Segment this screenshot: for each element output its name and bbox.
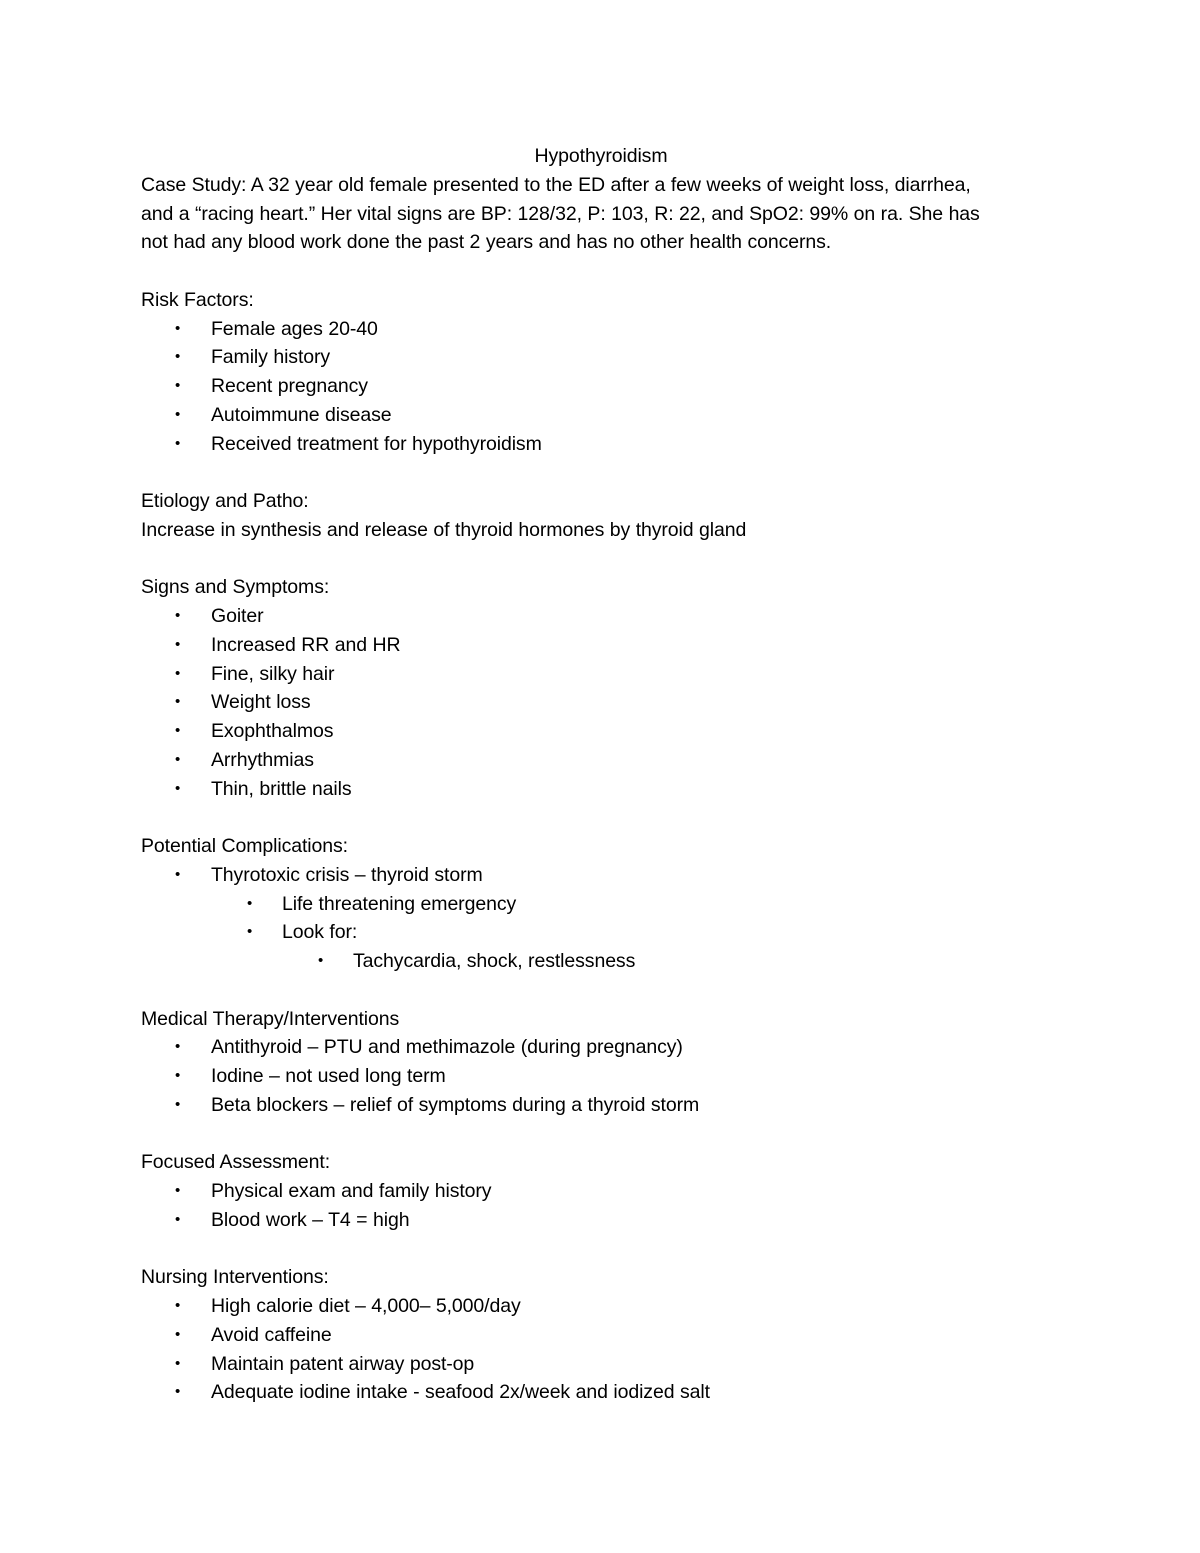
bullet-icon: • (318, 952, 324, 969)
list-item-text: Blood work – T4 = high (211, 1208, 410, 1231)
list-item (141, 775, 1061, 804)
case-study-line: Case Study: A 32 year old female presented to the ED after a few weeks of weight loss, diarrhea, (141, 173, 971, 196)
list-item-text: Iodine – not used long term (211, 1065, 446, 1087)
list-item (141, 1292, 1061, 1321)
list-item-text: Weight loss (211, 691, 311, 714)
list-item-text: Antithyroid – PTU and methimazole (during pregnancy) (211, 1036, 683, 1059)
list-item-text: Thyrotoxic crisis – thyroid storm (211, 863, 483, 886)
list-item-level-2 (141, 918, 1061, 947)
list-item-text: Life threatening emergency (282, 892, 517, 915)
list-item-text: Exophthalmos (211, 720, 334, 742)
list-item (141, 1033, 1061, 1062)
list-item (141, 602, 1061, 631)
bullet-icon: • (175, 635, 181, 653)
etiology-heading: Etiology and Patho: (141, 490, 309, 512)
page-title: Hypothyroidism (534, 145, 668, 167)
medical-therapy-list (141, 1033, 1061, 1119)
list-item (141, 1062, 1061, 1091)
list-item (141, 717, 1061, 746)
list-item-text: Fine, silky hair (211, 662, 335, 685)
bullet-icon: • (175, 779, 181, 797)
bullet-icon: • (175, 1210, 181, 1228)
nursing-interventions-list (141, 1292, 1061, 1407)
bullet-icon: • (175, 607, 181, 624)
bullet-icon: • (175, 1383, 181, 1401)
list-item (141, 401, 1061, 430)
etiology-text: Increase in synthesis and release of thyroid hormones by thyroid gland (141, 518, 747, 541)
bullet-icon: • (175, 722, 181, 739)
bullet-icon: • (175, 1038, 181, 1056)
nursing-interventions-section (141, 1263, 1061, 1407)
list-item (141, 1206, 1061, 1235)
bullet-icon: • (175, 664, 181, 682)
list-item-text: Increased RR and HR (211, 633, 401, 656)
bullet-icon: • (175, 348, 181, 366)
bullet-icon: • (175, 1354, 181, 1372)
complications-heading: Potential Complications: (141, 835, 348, 857)
list-item (141, 688, 1061, 717)
list-item (141, 1350, 1061, 1379)
list-item-text: Tachycardia, shock, restlessness (353, 950, 636, 972)
bullet-icon: • (247, 923, 253, 941)
list-item (141, 660, 1061, 689)
list-item (141, 631, 1061, 660)
signs-symptoms-section (141, 573, 1061, 803)
bullet-icon: • (175, 750, 181, 768)
bullet-icon: • (247, 894, 253, 912)
list-item-text: Thin, brittle nails (211, 777, 352, 800)
bullet-icon: • (175, 1067, 181, 1084)
list-item-text: Family history (211, 346, 331, 369)
list-item (141, 1378, 1061, 1407)
document-content (141, 142, 1061, 1407)
list-item-level-2 (141, 890, 1061, 919)
focused-assessment-list (141, 1177, 1061, 1235)
bullet-icon: • (175, 434, 181, 452)
signs-symptoms-heading: Signs and Symptoms: (141, 576, 330, 599)
medical-therapy-section (141, 1005, 1061, 1120)
list-item (141, 343, 1061, 372)
bullet-icon: • (175, 1297, 181, 1314)
bullet-icon: • (175, 693, 181, 711)
list-item-text: Goiter (211, 605, 264, 627)
bullet-icon: • (175, 1182, 181, 1199)
list-item-text: High calorie diet – 4,000– 5,000/day (211, 1295, 521, 1317)
list-item-text: Beta blockers – relief of symptoms during a thyroid storm (211, 1093, 700, 1116)
risk-factors-list (141, 315, 1061, 459)
list-item (141, 861, 1061, 890)
list-item-text: Avoid caffeine (211, 1323, 332, 1346)
focused-assessment-heading: Focused Assessment: (141, 1151, 331, 1174)
list-item (141, 372, 1061, 401)
focused-assessment-section (141, 1148, 1061, 1234)
bullet-icon: • (175, 1325, 181, 1343)
risk-factors-section (141, 286, 1061, 459)
list-item-text: Recent pregnancy (211, 375, 368, 397)
nursing-interventions-heading: Nursing Interventions: (141, 1266, 329, 1289)
list-item (141, 1177, 1061, 1206)
list-item (141, 315, 1061, 344)
list-item (141, 430, 1061, 459)
bullet-icon: • (175, 1095, 181, 1113)
etiology-section (141, 487, 1061, 545)
list-item (141, 1321, 1061, 1350)
bullet-icon: • (175, 405, 181, 423)
medical-therapy-heading: Medical Therapy/Interventions (141, 1007, 400, 1030)
list-item-text: Autoimmune disease (211, 403, 392, 426)
case-study-line: not had any blood work done the past 2 years and has no other health concerns. (141, 231, 832, 254)
bullet-icon: • (175, 319, 181, 337)
bullet-icon: • (175, 377, 181, 394)
risk-factors-heading: Risk Factors: (141, 288, 254, 311)
list-item-text: Adequate iodine intake - seafood 2x/week and iodized salt (211, 1381, 710, 1404)
list-item-text: Received treatment for hypothyroidism (211, 432, 542, 455)
list-item (141, 1091, 1061, 1120)
list-item-text: Look for: (282, 921, 358, 944)
list-item (141, 746, 1061, 775)
list-item-text: Arrhythmias (211, 748, 314, 771)
list-item-text: Female ages 20-40 (211, 317, 378, 340)
bullet-icon: • (175, 865, 181, 883)
case-study (141, 171, 1061, 257)
case-study-line: and a “racing heart.” Her vital signs are BP: 128/32, P: 103, R: 22, and SpO2: 99% on ra. She has (141, 202, 980, 225)
signs-symptoms-list (141, 602, 1061, 803)
complications-section (141, 832, 1061, 976)
complications-list (141, 861, 1061, 976)
list-item-text: Physical exam and family history (211, 1180, 492, 1202)
list-item-text: Maintain patent airway post-op (211, 1352, 475, 1375)
list-item-level-3 (141, 947, 1061, 976)
